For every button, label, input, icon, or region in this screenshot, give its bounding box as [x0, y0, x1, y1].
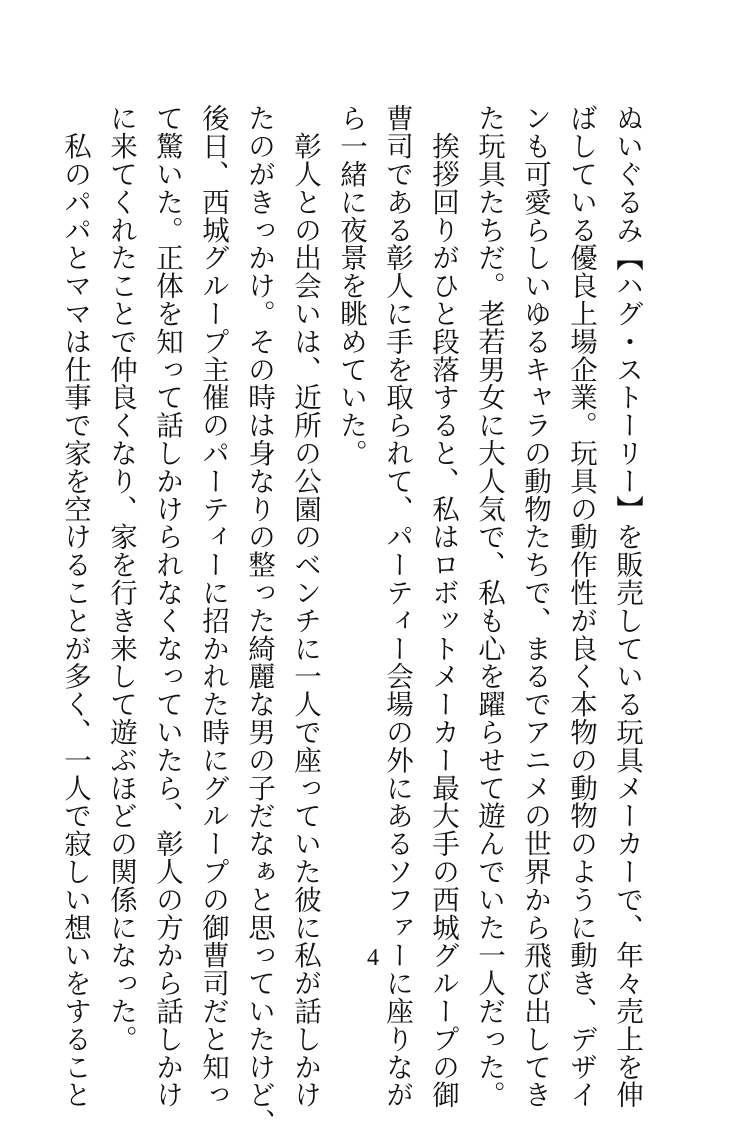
text-line: 彰人との出会いは、近所の公園のベンチに一人で座っていた彼に私が話しかけ	[289, 104, 321, 1109]
text-line: 挨拶回りがひと段落すると、私はロボットメーカー最大手の西城グループの御	[427, 104, 459, 1109]
text-line: ぬいぐるみ【ハグ・ストーリー】を販売している玩具メーカーで、年々売上を伸	[611, 104, 643, 1109]
text-line: ばしている優良上場企業。玩具の動作性が良く本物の動物のように動き、デザイ	[565, 104, 597, 1109]
vertical-text-body	[59, 104, 650, 1136]
text-line: ンも可愛らしいゆるキャラの動物たちで、まるでアニメの世界から飛び出してき	[519, 104, 551, 1109]
text-line: 私のパパとママは仕事で家を空けることが多く、一人で寂しい想いをすること	[59, 104, 91, 1109]
text-line: た玩具たちだ。老若男女に大人気で、私も心を躍らせて遊んでいた一人だった。	[473, 104, 505, 1109]
page-number: 4	[367, 945, 379, 971]
text-line: ら一緒に夜景を眺めていた。	[335, 104, 367, 467]
text-line: 曹司である彰人に手を取られて、パーティー会場の外にあるソファーに座りなが	[381, 104, 413, 1109]
text-line: たのがきっかけ。その時は身なりの整った綺麗な男の子だなぁと思っていたけど、	[243, 104, 275, 1136]
text-line: 後日、西城グループ主催のパーティーに招かれた時にグループの御曹司だと知っ	[197, 104, 229, 1109]
text-line: に来てくれたことで仲良くなり、家を行き来して遊ぶほどの関係になった。	[105, 104, 137, 1053]
text-line: て驚いた。正体を知って話しかけられなくなっていたら、彰人の方から話しかけ	[151, 104, 183, 1109]
